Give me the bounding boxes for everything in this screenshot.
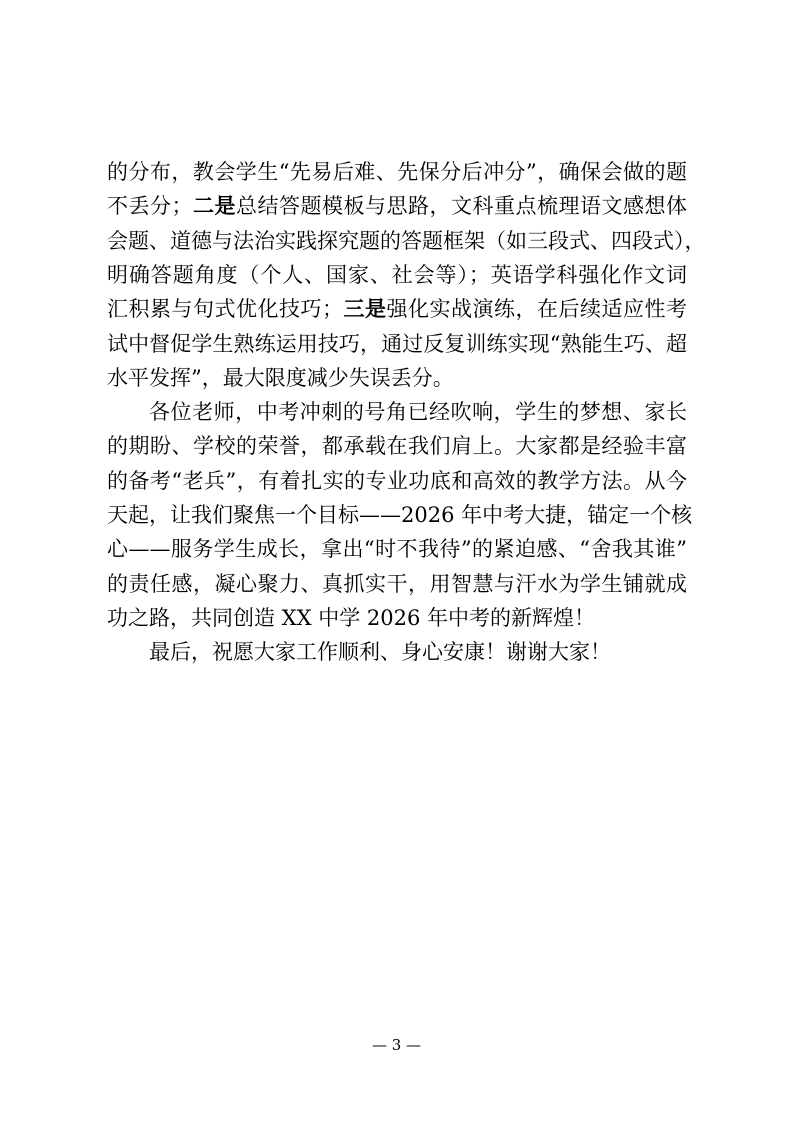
emphasis-text: 二是 (192, 193, 236, 219)
text-line (107, 188, 687, 224)
text-line (107, 223, 706, 259)
text-line (107, 326, 687, 362)
text-run: 的备考“老兵”，有着扎实的专业功底和高效的教学方法。从今 (107, 468, 687, 493)
text-run: 水平发挥”，最大限度减少失误丢分。 (107, 365, 454, 390)
text-line (107, 463, 687, 499)
text-run: 总结答题模板与思路，文科重点梳理语文感想体 (236, 194, 687, 219)
text-run: 会题、道德与法治实践探究题的答题框架（如三段式、四段式）， (107, 228, 706, 253)
text-run: 不丢分； (107, 194, 193, 219)
text-line (149, 634, 687, 670)
text-line (107, 531, 687, 567)
text-run: 心——服务学生成长，拿出“时不我待”的紧迫感、“舍我其谁” (107, 537, 687, 562)
text-line (107, 566, 687, 602)
text-run: 汇积累与句式优化技巧； (107, 297, 343, 322)
text-run: 功之路，共同创造 XX 中学 2026 年中考的新辉煌！ (107, 605, 596, 630)
text-run: 明确答题角度（个人、国家、社会等）；英语学科强化作文词 (107, 262, 687, 287)
text-run: 各位老师，中考冲刺的号角已经吹响，学生的梦想、家长 (149, 400, 687, 425)
text-run: 试中督促学生熟练运用技巧，通过反复训练实现“熟能生巧、超 (107, 331, 687, 356)
text-run: 最后，祝愿大家工作顺利、身心安康！谢谢大家！ (149, 640, 611, 665)
text-line (107, 600, 687, 636)
text-run: 的责任感，凝心聚力、真抓实干，用智慧与汗水为学生铺就成 (107, 571, 687, 596)
text-line (107, 360, 687, 396)
emphasis-text: 三是 (343, 296, 387, 322)
text-line (107, 257, 687, 293)
text-run: 的期盼、学校的荣誉，都承载在我们肩上。大家都是经验丰富 (107, 434, 687, 459)
text-line (149, 394, 687, 430)
text-run: 的分布，教会学生“先易后难、先保分后冲分”，确保会做的题 (107, 160, 687, 184)
text-run: 强化实战演练，在后续适应性考 (386, 297, 687, 322)
text-line (107, 291, 687, 327)
text-line (107, 497, 693, 533)
text-line (107, 428, 687, 464)
page-number: — 3 — (371, 1036, 422, 1054)
text-line (107, 154, 687, 190)
text-run: 天起，让我们聚焦一个目标——2026 年中考大捷，锚定一个核 (107, 503, 693, 527)
